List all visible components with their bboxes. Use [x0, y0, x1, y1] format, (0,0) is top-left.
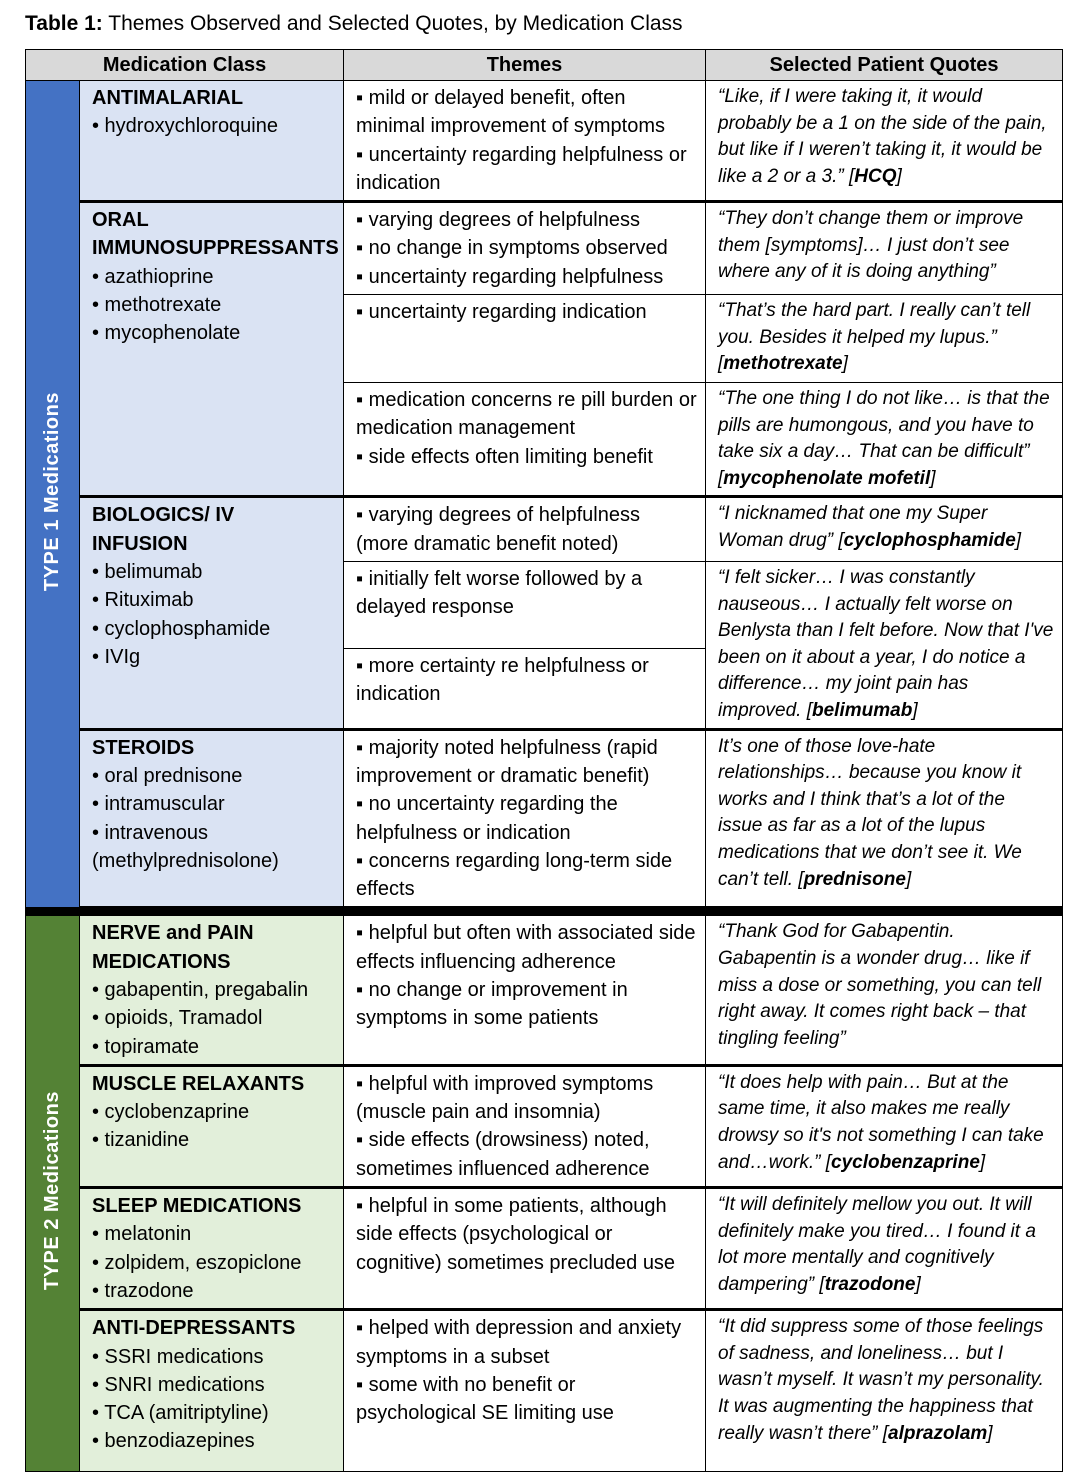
- quote-end: ]: [896, 165, 902, 187]
- drug-item: • azathioprine: [92, 265, 214, 288]
- header-quotes: Selected Patient Quotes: [706, 50, 1063, 81]
- themes-bio-3: [344, 648, 706, 729]
- header-themes: Themes: [344, 50, 706, 81]
- table-row: [26, 912, 1063, 1065]
- theme-item: ▪ some with no benefit or psychological SE limiting use: [356, 1373, 614, 1425]
- class-name: MUSCLE RELAXANTS: [92, 1072, 305, 1095]
- drug-item: • IVIg: [92, 645, 141, 668]
- class-antidepressants: [80, 1310, 344, 1472]
- type1-label: TYPE 1 Medications: [41, 391, 63, 591]
- quote-text: “That’s the hard part. I really can’t tell you. Besides it helped my lupus.” [: [718, 300, 1031, 375]
- quote-text: “It did suppress some of those feelings of sadness, and loneliness… but I wasn’t myself. It wasn’t my personality. It was augmenting the happiness that really wasn’t there” [: [718, 1316, 1044, 1444]
- table-row: [26, 1065, 1063, 1187]
- theme-item: ▪ varying degrees of helpfulness (more dramatic benefit noted): [356, 504, 640, 555]
- quote-end: ]: [1015, 530, 1022, 552]
- themes-oral-3: [344, 383, 706, 497]
- class-name: ORAL IMMUNOSUPPRESSANTS: [92, 209, 339, 260]
- quote-muscle: [706, 1065, 1063, 1187]
- quote-end: ]: [915, 1273, 921, 1295]
- quote-oral-3: [706, 383, 1063, 497]
- drug-item: • belimumab: [92, 561, 203, 584]
- drug-item: • Rituximab: [92, 589, 194, 612]
- themes-oral-2: [344, 295, 706, 383]
- table-caption: [25, 10, 683, 38]
- table-row: [26, 81, 1063, 202]
- drug-item: • benzodiazepines: [92, 1430, 255, 1453]
- drug-item: • zolpidem, eszopiclone: [92, 1251, 302, 1274]
- quote-drug: trazodone: [824, 1273, 916, 1295]
- class-name: SLEEP MEDICATIONS: [92, 1195, 302, 1218]
- quote-drug: cyclobenzaprine: [831, 1151, 980, 1173]
- table-row: [26, 202, 1063, 295]
- quote-text: “I nicknamed that one my Super Woman drug” [: [718, 503, 988, 552]
- theme-item: ▪ uncertainty regarding helpfulness: [356, 265, 664, 288]
- type2-label: TYPE 2 Medications: [41, 1091, 63, 1291]
- drug-item: • topiramate: [92, 1035, 200, 1058]
- theme-item: ▪ varying degrees of helpfulness: [356, 209, 640, 232]
- theme-item: ▪ no change or improvement in symptoms in some patients: [356, 978, 628, 1030]
- theme-item: ▪ helped with depression and anxiety symptoms in a subset: [356, 1317, 682, 1368]
- quote-drug: alprazolam: [888, 1422, 988, 1444]
- themes-steroids: [344, 729, 706, 907]
- table-row: [26, 1310, 1063, 1472]
- quote-text: “They don’t change them or improve them [symptoms]… I just don’t see where any of it is doing anything”: [718, 208, 1024, 283]
- class-oral-immunosuppressants: [80, 202, 344, 497]
- quote-end: ]: [842, 353, 848, 375]
- drug-item: • SNRI medications: [92, 1373, 265, 1396]
- header-medication-class: Medication Class: [26, 50, 344, 81]
- themes-antimalarial: [344, 81, 706, 202]
- caption-text: Themes Observed and Selected Quotes, by Medication Class: [102, 12, 683, 35]
- class-nerve-pain: [80, 912, 344, 1065]
- themes-bio-1: [344, 497, 706, 562]
- header-row: [26, 50, 1063, 81]
- theme-item: ▪ side effects often limiting benefit: [356, 445, 653, 468]
- class-biologics: [80, 497, 344, 729]
- table-row: [26, 497, 1063, 562]
- theme-item: ▪ initially felt worse followed by a delayed response: [356, 568, 643, 619]
- type1-band: [26, 81, 80, 912]
- quote-end: ]: [979, 1151, 986, 1173]
- caption-label: Table 1:: [25, 12, 103, 35]
- drug-item: • mycophenolate: [92, 322, 241, 345]
- quote-end: ]: [912, 700, 918, 722]
- class-muscle-relaxants: [80, 1065, 344, 1187]
- theme-item: ▪ uncertainty regarding helpfulness or indication: [356, 143, 687, 194]
- quote-drug: cyclophosphamide: [843, 530, 1016, 552]
- quote-text: “It will definitely mellow you out. It will definitely make you tired… I found it a lot more mentally and cognitively dampering” [: [718, 1194, 1036, 1295]
- quote-end: ]: [930, 467, 936, 489]
- themes-bio-2: [344, 562, 706, 649]
- drug-item: • oral prednisone: [92, 764, 243, 787]
- drug-item: • intravenous (methylprednisolone): [92, 821, 279, 872]
- table-row: [26, 729, 1063, 907]
- class-name: ANTI-DEPRESSANTS: [92, 1317, 296, 1340]
- themes-antidep: [344, 1310, 706, 1472]
- theme-item: ▪ side effects (drowsiness) noted, sometimes influenced adherence: [356, 1129, 650, 1180]
- themes-oral-1: [344, 202, 706, 295]
- themes-muscle: [344, 1065, 706, 1187]
- class-antimalarial: [80, 81, 344, 202]
- theme-item: ▪ helpful but often with associated side effects influencing adherence: [356, 922, 696, 973]
- quote-antimalarial: [706, 81, 1063, 202]
- theme-item: ▪ medication concerns re pill burden or medication management: [356, 389, 697, 440]
- theme-item: ▪ helpful in some patients, although side effects (psychological or cognitive) sometimes precluded use: [356, 1195, 676, 1274]
- quote-bio-1: [706, 497, 1063, 562]
- class-name: BIOLOGICS/ IV INFUSION: [92, 504, 235, 555]
- quote-text: “The one thing I do not like… is that the pills are humongous, and you have to take six a day… That can be difficult” [: [718, 388, 1050, 489]
- quote-drug: prednisone: [803, 868, 906, 890]
- class-name: STEROIDS: [92, 736, 195, 759]
- theme-item: ▪ more certainty re helpfulness or indication: [356, 654, 649, 706]
- drug-item: • SSRI medications: [92, 1345, 264, 1368]
- class-name: NERVE and PAIN MEDICATIONS: [92, 922, 254, 973]
- theme-item: ▪ helpful with improved symptoms (muscle pain and insomnia): [356, 1072, 654, 1124]
- quote-text: “It does help with pain… But at the same time, it also makes me really drowsy so it's not something I can take and…work.” [: [718, 1071, 1044, 1173]
- drug-item: • cyclophosphamide: [92, 617, 271, 640]
- theme-item: ▪ no uncertainty regarding the helpfulness or indication: [356, 793, 618, 844]
- quote-drug: methotrexate: [723, 353, 843, 375]
- drug-item: • TCA (amitriptyline): [92, 1402, 269, 1425]
- quote-end: ]: [987, 1422, 993, 1444]
- quote-oral-1: [706, 202, 1063, 295]
- quote-end: ]: [905, 868, 912, 890]
- quote-oral-2: [706, 295, 1063, 383]
- class-steroids: [80, 729, 344, 907]
- medication-table: [25, 49, 1063, 1472]
- theme-item: ▪ uncertainty regarding indication: [356, 301, 647, 324]
- quote-steroids: [706, 729, 1063, 907]
- quote-drug: belimumab: [812, 700, 913, 722]
- drug-item: • melatonin: [92, 1223, 192, 1246]
- drug-item: • cyclobenzaprine: [92, 1101, 250, 1124]
- theme-item: ▪ majority noted helpfulness (rapid improvement or dramatic benefit): [356, 736, 658, 787]
- drug-item: • opioids, Tramadol: [92, 1007, 263, 1030]
- theme-item: ▪ no change in symptoms observed: [356, 237, 668, 260]
- drug-item: • intramuscular: [92, 793, 225, 816]
- quote-bio-2: [706, 562, 1063, 730]
- themes-sleep: [344, 1188, 706, 1310]
- drug-item: • tizanidine: [92, 1129, 190, 1152]
- drug-item: • hydroxychloroquine: [92, 115, 278, 138]
- quote-text: “I felt sicker… I was constantly nauseous… I actually felt worse on Benlysta than I felt before. Now that I've been on it about a year, I do notice a difference… my joint pain has improved. [: [718, 567, 1054, 722]
- quote-antidep: [706, 1310, 1063, 1472]
- quote-text: “Like, if I were taking it, it would probably be a 1 on the side of the pain, but like if I weren’t taking it, it would be like a 2 or a 3.” [: [718, 86, 1047, 187]
- theme-item: ▪ concerns regarding long-term side effects: [356, 849, 673, 901]
- type2-band: [26, 912, 80, 1472]
- drug-item: • trazodone: [92, 1279, 194, 1302]
- table-row: [26, 1188, 1063, 1310]
- theme-item: ▪ mild or delayed benefit, often minimal improvement of symptoms: [356, 87, 665, 138]
- drug-item: • gabapentin, pregabalin: [92, 978, 309, 1001]
- quote-text: It’s one of those love-hate relationships… because you know it works and I think that’s a lot of the issue as far as a lot of the lupus medications that we don’t see it. We can’t tell. [: [718, 735, 1022, 890]
- quote-drug: HCQ: [854, 165, 897, 187]
- quote-drug: mycophenolate mofetil: [723, 467, 931, 489]
- quote-text: “Thank God for Gabapentin. Gabapentin is a wonder drug… like if miss a dose or something, you can tell right away. It comes right back – that tingling feeling”: [718, 921, 1042, 1049]
- quote-sleep: [706, 1188, 1063, 1310]
- themes-nerve: [344, 912, 706, 1065]
- drug-item: • methotrexate: [92, 294, 222, 317]
- class-name: ANTIMALARIAL: [92, 87, 244, 109]
- class-sleep: [80, 1188, 344, 1310]
- quote-nerve: [706, 912, 1063, 1065]
